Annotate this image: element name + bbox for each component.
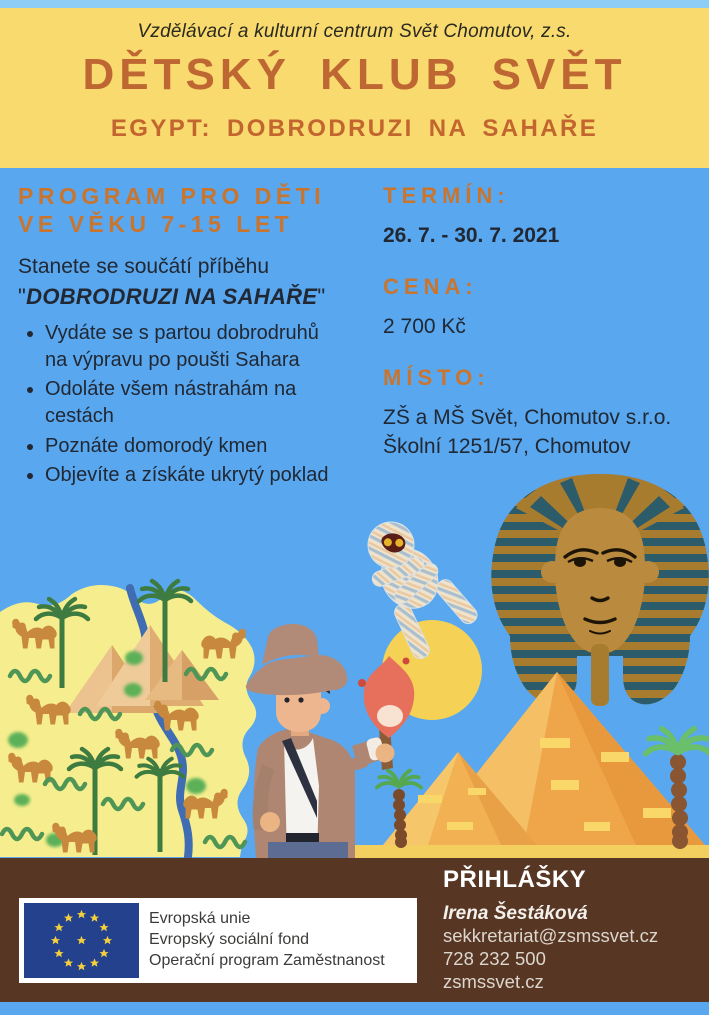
eu-text-lines bbox=[149, 909, 385, 971]
contact-website: zsmssvet.cz bbox=[443, 970, 544, 992]
contact-name: Irena Šestáková bbox=[443, 903, 588, 924]
details-section bbox=[383, 183, 703, 462]
list-item: • Poznáte domorodý kmen bbox=[45, 433, 336, 460]
price-label: CENA: bbox=[383, 274, 478, 300]
egypt-scene-illustration bbox=[0, 460, 709, 858]
eu-funding-box bbox=[19, 898, 417, 983]
program-heading-line1: PROGRAM PRO DĚTI bbox=[18, 183, 326, 209]
contact-phone: 728 232 500 bbox=[443, 948, 546, 970]
torch-flame-icon bbox=[358, 656, 414, 738]
place-value bbox=[383, 403, 703, 462]
top-blue-strip bbox=[0, 0, 709, 8]
eu-line: Evropský sociální fond bbox=[149, 931, 310, 949]
price-value: 2 700 Kč bbox=[383, 315, 466, 339]
small-pyramids-icon bbox=[65, 625, 219, 713]
place-label: MÍSTO: bbox=[383, 364, 490, 390]
pyramid-small bbox=[383, 752, 537, 845]
camels bbox=[8, 619, 246, 853]
program-intro bbox=[18, 253, 370, 311]
ground-strip bbox=[352, 845, 709, 858]
palm-tree-icon bbox=[646, 729, 709, 849]
term-value: 26. 7. - 30. 7. 2021 bbox=[383, 224, 560, 247]
list-item: • Objevíte a získáte ukrytý poklad bbox=[45, 462, 336, 489]
mummy-illustration bbox=[340, 507, 482, 663]
place-line1: ZŠ a MŠ Svět, Chomutov s.r.o. bbox=[383, 405, 672, 429]
header-banner bbox=[0, 8, 709, 168]
list-item: • Vydáte se s partou dobrodruhů na výpravu po poušti Sahara bbox=[45, 320, 336, 373]
map-palm-trees bbox=[36, 581, 331, 857]
torch-handle bbox=[378, 712, 393, 770]
bushes bbox=[8, 651, 206, 847]
pyramid-large bbox=[420, 672, 705, 845]
program-heading-line2: VE VĚKU 7-15 LET bbox=[18, 210, 294, 237]
term-label: TERMÍN: bbox=[383, 183, 510, 208]
organization-subtitle: Vzdělávací a kulturní centrum Svět Chomutov, z.s. bbox=[137, 21, 572, 42]
intro-text: Stanete se součátí příběhu bbox=[18, 255, 270, 279]
eu-flag-icon bbox=[24, 903, 139, 978]
poster-title: DĚTSKÝ KLUB SVĚT bbox=[82, 50, 627, 99]
egypt-map-illustration bbox=[0, 581, 331, 857]
program-section bbox=[18, 183, 370, 492]
footer-bar bbox=[0, 858, 709, 1002]
explorer-illustration bbox=[246, 624, 414, 858]
program-bullet-list bbox=[18, 320, 336, 489]
palm-tree-icon bbox=[377, 771, 421, 848]
event-tagline: EGYPT: DOBRODRUZI NA SAHAŘE bbox=[110, 115, 599, 142]
eu-line: Evropská unie bbox=[149, 910, 251, 928]
applications-heading: PŘIHLÁŠKY bbox=[443, 866, 587, 893]
contact-email: sekkretariat@zsmssvet.cz bbox=[443, 925, 659, 947]
sun-icon bbox=[382, 620, 482, 720]
list-item: • Odoláte všem nástrahám na cestách bbox=[45, 376, 336, 429]
story-quote: "DOBRODRUZI NA SAHAŘE" bbox=[18, 283, 326, 309]
pharaoh-mask-illustration bbox=[480, 474, 709, 706]
eu-line: Operační program Zaměstnanost bbox=[149, 951, 385, 969]
nile-river bbox=[130, 588, 189, 857]
place-line2: Školní 1251/57, Chomutov bbox=[383, 435, 631, 459]
snakes bbox=[2, 669, 250, 847]
program-heading bbox=[18, 183, 370, 238]
contact-block bbox=[443, 902, 658, 994]
